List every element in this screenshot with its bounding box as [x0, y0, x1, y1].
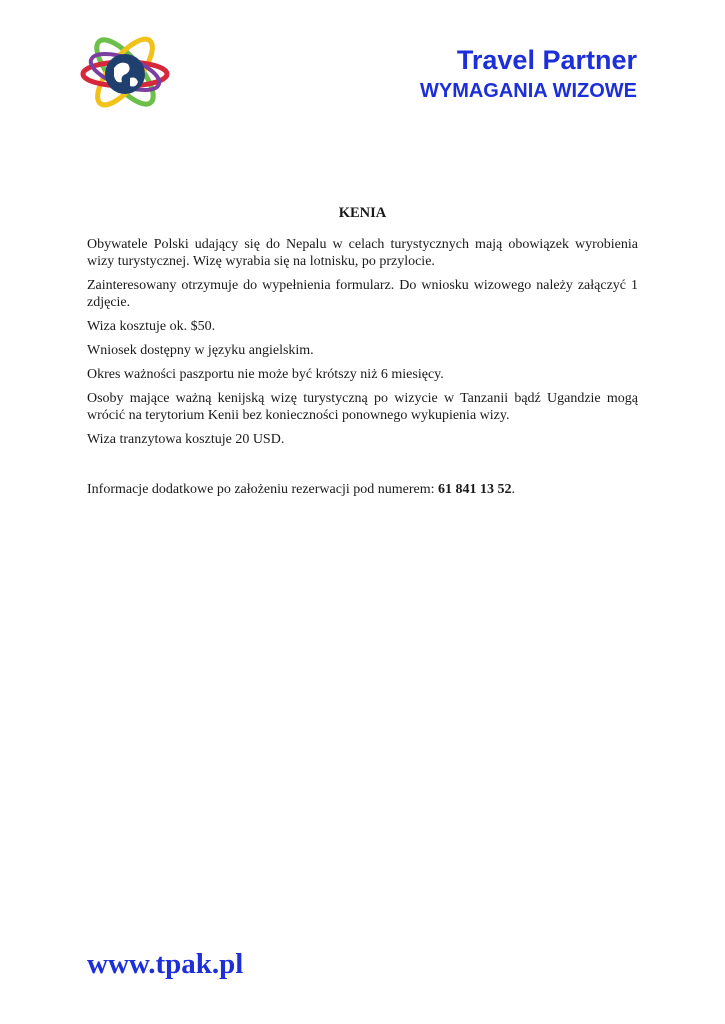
brand-name: Travel Partner	[456, 45, 637, 75]
document-body	[87, 205, 638, 505]
paragraph: Zainteresowany otrzymuje do wypełnienia formularz. Do wniosku wizowego należy załączyć 1 zdjęcie.	[87, 278, 638, 310]
paragraph: Wniosek dostępny w języku angielskim.	[87, 343, 314, 358]
paragraph: Okres ważności paszportu nie może być krótszy niż 6 miesięcy.	[87, 367, 444, 382]
globe-orbit-logo-icon	[80, 30, 170, 115]
website-link[interactable]: www.tpak.pl	[87, 948, 244, 980]
phone-number: 61 841 13 52	[438, 482, 512, 497]
brand-header	[420, 44, 637, 104]
paragraph: Osoby mające ważną kenijską wizę turystyczną po wizycie w Tanzanii bądź Ugandzie mogą wrócić na terytorium Kenii bez konieczności ponownego wykupienia wizy.	[87, 391, 638, 423]
paragraph: Wiza tranzytowa kosztuje 20 USD.	[87, 432, 285, 447]
country-heading: KENIA	[338, 205, 387, 221]
contact-info-end: .	[511, 482, 516, 497]
paragraph: Wiza kosztuje ok. $50.	[87, 319, 216, 334]
page-subtitle: WYMAGANIA WIZOWE	[419, 80, 637, 102]
contact-info-text: Informacje dodatkowe po założeniu rezerwacji pod numerem:	[87, 482, 439, 497]
contact-info	[87, 481, 638, 498]
paragraph: Obywatele Polski udający się do Nepalu w celach turystycznych mają obowiązek wyrobienia wizy turystycznej. Wizę wyrabia się na lotnisku, po przylocie.	[87, 237, 638, 269]
